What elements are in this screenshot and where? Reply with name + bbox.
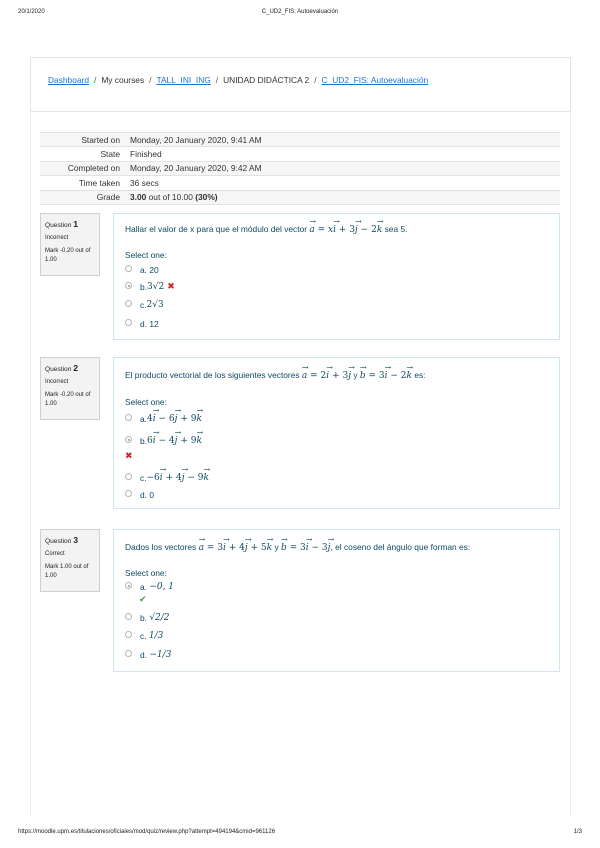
grade-score: 3.00 xyxy=(130,192,147,203)
question-number: Question 2 xyxy=(45,363,79,373)
question-number: Question 1 xyxy=(45,219,79,229)
breadcrumb-separator: / xyxy=(149,75,152,85)
answer-option-c[interactable]: c.2√3 xyxy=(125,299,164,313)
summary-value: Monday, 20 January 2020, 9:41 AM xyxy=(126,133,560,147)
question-text: El producto vectorial de los siguientes vectores → a = 2→ i + 3→ j y → b = 3→ i − 2→ k es: xyxy=(125,370,426,381)
math-expression: → a = 3→ i + 4→ j + 5→ k xyxy=(199,543,273,553)
select-one-label: Select one: xyxy=(125,250,167,260)
breadcrumb-my-courses[interactable]: My courses xyxy=(101,75,145,85)
radio-button[interactable] xyxy=(125,650,132,657)
print-title: C_UD2_FIS: Autoevaluación xyxy=(261,9,339,15)
breadcrumb-separator: / xyxy=(93,75,97,85)
check-icon: ✔ xyxy=(139,594,147,605)
radio-button-selected[interactable] xyxy=(125,582,132,589)
answer-option-b[interactable]: b. √2/2 xyxy=(125,612,170,626)
radio-button[interactable] xyxy=(125,319,132,326)
grade-value xyxy=(126,190,560,204)
question-mark: Mark -0.20 out of 1.00 xyxy=(45,392,91,407)
question-info-3 xyxy=(40,529,100,592)
breadcrumb-separator: / xyxy=(215,75,219,85)
question-state: Incorrect xyxy=(45,379,69,385)
math-expression: → a = x→ i + 3→ j − 2→ k xyxy=(309,225,382,235)
summary-label: State xyxy=(40,147,126,161)
answer-feedback-a xyxy=(125,594,147,608)
question-box-3 xyxy=(113,529,560,672)
radio-button[interactable] xyxy=(125,631,132,638)
answer-option-b[interactable]: b.3√2 ✖ xyxy=(125,281,175,295)
answer-option-c[interactable]: c. 1/3 xyxy=(125,630,163,644)
cross-icon: ✖ xyxy=(167,281,175,292)
math-expression: → b = 3→ i − 3→ j xyxy=(281,543,330,553)
question-state: Incorrect xyxy=(45,235,69,241)
breadcrumb-unit[interactable]: UNIDAD DIDÁCTICA 2 xyxy=(223,75,310,85)
breadcrumb xyxy=(48,75,428,85)
summary-value: 36 secs xyxy=(126,176,560,190)
answer-option-a[interactable]: a.4→ i − 6→ j + 9→ k xyxy=(125,413,202,427)
question-info-1 xyxy=(40,213,100,276)
summary-label: Time taken xyxy=(40,176,126,190)
breadcrumb-quiz-link[interactable]: C_UD2_FIS: Autoevaluación xyxy=(321,75,429,85)
summary-label: Started on xyxy=(40,133,126,147)
answer-feedback-b xyxy=(125,450,133,464)
question-mark: Mark -0.20 out of 1.00 xyxy=(45,248,91,263)
answer-option-d[interactable]: d. −1/3 xyxy=(125,649,171,663)
radio-button-selected[interactable] xyxy=(125,282,132,289)
math-expression: → a = 2→ i + 3→ j xyxy=(302,371,351,381)
radio-button[interactable] xyxy=(125,473,132,480)
print-footer xyxy=(0,829,600,841)
select-one-label: Select one: xyxy=(125,568,167,578)
print-header xyxy=(0,9,600,21)
question-text: Dados los vectores → a = 3→ i + 4→ j + 5→ k y → b = 3→ i − 3→ j, el coseno del ángulo que forman es: xyxy=(125,542,470,553)
radio-button[interactable] xyxy=(125,300,132,307)
question-box-1 xyxy=(113,213,560,340)
question-mark: Mark 1.00 out of 1.00 xyxy=(45,564,89,579)
answer-option-b[interactable]: b.6→ i − 4→ j + 9→ k xyxy=(125,435,202,449)
summary-label: Completed on xyxy=(40,161,126,175)
summary-row-time-taken xyxy=(40,176,560,190)
answer-option-a[interactable]: a. 20 xyxy=(125,264,159,278)
summary-label: Grade xyxy=(40,190,126,204)
radio-button[interactable] xyxy=(125,613,132,620)
breadcrumb-dashboard-link[interactable]: Dashboard xyxy=(48,75,89,85)
summary-value: Monday, 20 January 2020, 9:42 AM xyxy=(126,161,560,175)
question-number: Question 3 xyxy=(45,535,79,545)
print-page-number: 1/3 xyxy=(573,829,582,835)
print-date: 20/1/2020 xyxy=(18,9,45,15)
question-box-2 xyxy=(113,357,560,509)
radio-button-selected[interactable] xyxy=(125,436,132,443)
math-expression: → b = 3→ i − 2→ k xyxy=(360,371,412,381)
print-url: https://moodle.upm.es/titulaciones/oficiales/mod/quiz/review.php?attempt=494194&cmid=961126 xyxy=(18,829,276,835)
question-info-2 xyxy=(40,357,100,420)
summary-value: Finished xyxy=(126,147,560,161)
select-one-label: Select one: xyxy=(125,397,167,407)
summary-row-state xyxy=(40,147,560,161)
breadcrumb-separator: / xyxy=(314,75,317,85)
grade-percent: (30%) xyxy=(195,192,218,203)
cross-icon: ✖ xyxy=(125,450,133,461)
radio-button[interactable] xyxy=(125,490,132,497)
grade-out-of: out of 10.00 xyxy=(146,192,196,203)
radio-button[interactable] xyxy=(125,414,132,421)
summary-row-completed xyxy=(40,161,560,175)
summary-row-started xyxy=(40,133,560,147)
attempt-summary-table xyxy=(40,132,560,205)
answer-option-a[interactable]: a. −0, 1 xyxy=(125,581,174,595)
answer-option-d[interactable]: d. 0 xyxy=(125,489,154,503)
question-text: Hallar el valor de x para que el módulo del vector → a = x→ i + 3→ j − 2→ k sea 5. xyxy=(125,224,407,235)
radio-button[interactable] xyxy=(125,265,132,272)
answer-option-c[interactable]: c.−6→ i + 4→ j − 9→ k xyxy=(125,472,209,486)
summary-row-grade xyxy=(40,190,560,204)
question-state: Correct xyxy=(45,551,65,557)
answer-option-d[interactable]: d. 12 xyxy=(125,318,159,332)
breadcrumb-course-link[interactable]: TALL_INI_ING xyxy=(156,75,211,85)
